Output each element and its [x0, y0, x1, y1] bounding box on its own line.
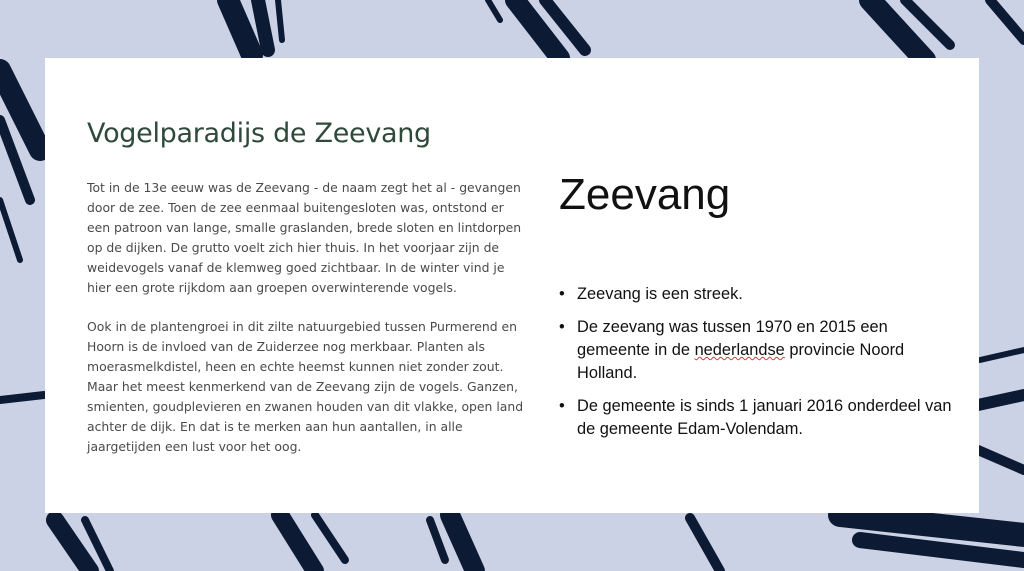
bullet-item	[559, 283, 959, 306]
bullet-text: De zeevang was tussen 1970 en 2015 een gemeente in de	[577, 318, 888, 359]
brush-stroke	[978, 395, 1024, 405]
slide-panel	[45, 58, 979, 513]
brush-stroke	[980, 350, 1024, 360]
brush-stroke	[488, 0, 500, 20]
bullet-text: Zeevang is een streek.	[577, 285, 743, 303]
brush-stroke	[0, 200, 20, 260]
brush-stroke	[315, 515, 345, 560]
bullet-list	[559, 283, 959, 451]
brush-stroke	[280, 515, 315, 571]
brush-stroke	[840, 515, 1024, 535]
bullet-text: De gemeente is sinds 1 januari 2016 onderdeel van de gemeente Edam-Volendam.	[577, 397, 952, 438]
brush-stroke	[430, 520, 445, 560]
slide-left-title: Vogelparadijs de Zeevang	[87, 118, 431, 149]
brush-stroke	[690, 518, 720, 571]
slide-right-title: Zeevang	[559, 170, 731, 219]
bullet-item	[559, 316, 959, 385]
brush-stroke	[258, 0, 268, 50]
brush-stroke	[0, 395, 44, 400]
bullet-text: provincie Noord Holland.	[577, 341, 905, 382]
brush-stroke	[978, 450, 1024, 470]
paragraph-history: Tot in de 13e eeuw was de Zeevang - de naam zegt het al - gevangen door de zee. Toen de zee eenmaal buitengesloten was, ontstond er een patroon van lange, smalle graslanden, brede sloten en lintdorpen op de dijken. De grutto voelt zich hier thuis. In het voorjaar zijn de weidevogels vanaf de klemweg goed zichtbaar. In de winter vind je hier een grote rijkdom aan groepen overwinterende vogels.	[87, 180, 522, 295]
spellcheck-marked-word[interactable]: nederlandse	[694, 341, 785, 359]
brush-stroke	[228, 0, 252, 55]
paragraph-plants-birds: Ook in de plantengroei in dit zilte natuurgebied tussen Purmerend en Hoorn is de invloed van de Zuiderzee nog merkbaar. Planten als moerasmelkdistel, heen en echte heemst kunnen niet zonder zout. Maar het meest kenmerkend van de Zeevang zijn de vogels. Ganzen, smienten, goudplevieren en zwanen houden van dit vlakke, open land achter de dijk. En dat is te merken aan hun aantallen, in alle jaargetijden een lust voor het oog.	[87, 319, 524, 454]
brush-stroke	[278, 0, 282, 40]
bullet-item	[559, 395, 959, 441]
brush-stroke	[450, 515, 475, 571]
brush-stroke	[990, 0, 1024, 40]
